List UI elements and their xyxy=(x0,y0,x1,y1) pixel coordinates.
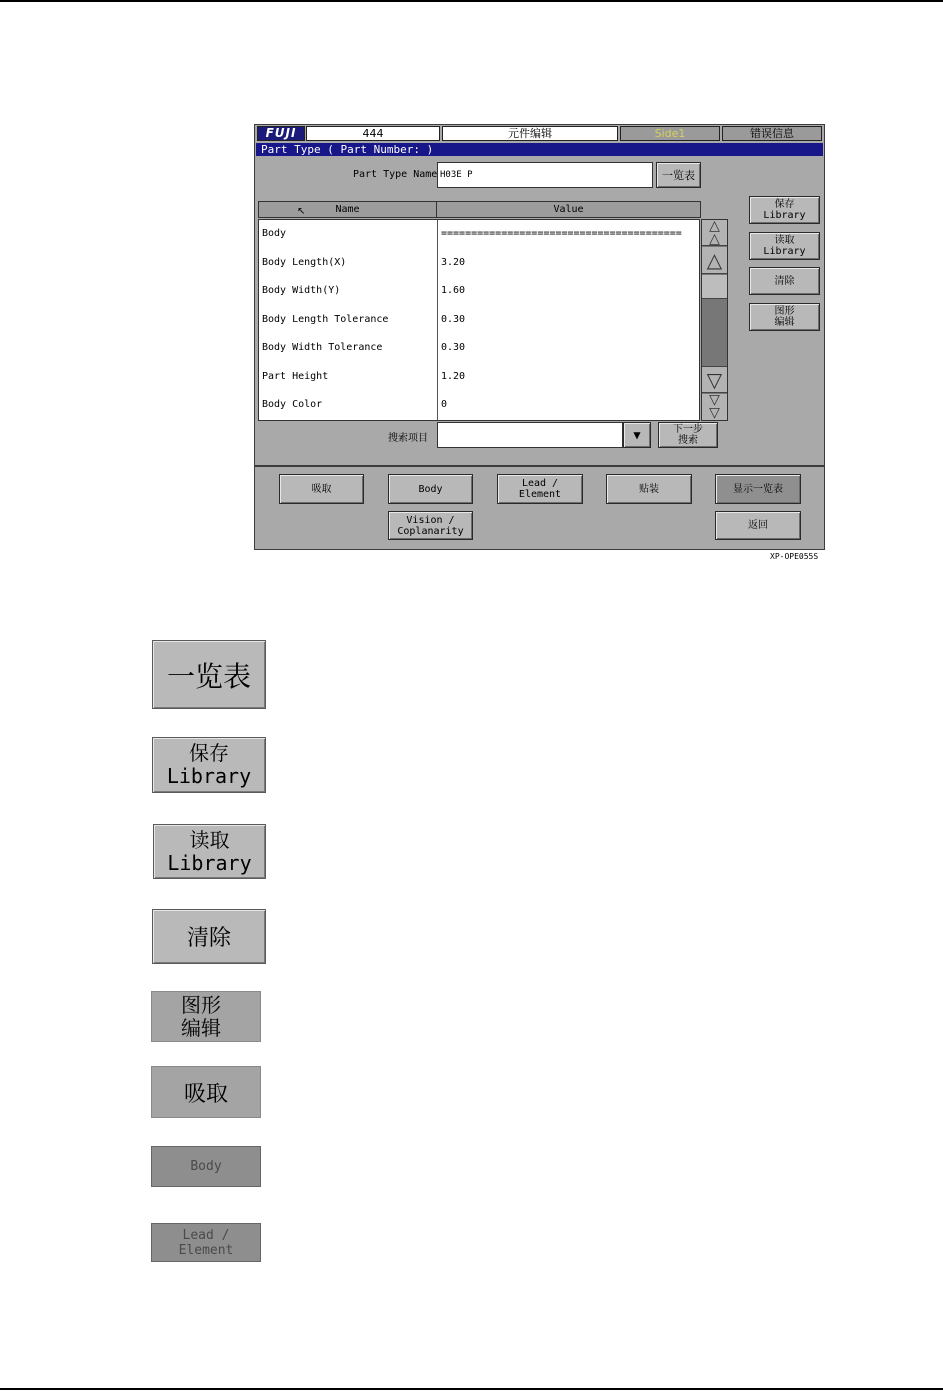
legend-lead-element-button: Lead / Element xyxy=(151,1223,261,1262)
load-library-button[interactable]: 读取 Library xyxy=(749,232,820,260)
row-value: 0.30 xyxy=(441,342,466,353)
row-value: 1.20 xyxy=(441,371,466,382)
legend-graphic-edit-button: 图形 编辑 xyxy=(151,991,261,1042)
legend-save-library-button: 保存 Library xyxy=(152,737,266,793)
lead-element-button[interactable]: Lead / Element xyxy=(497,474,583,504)
name-column-header: Name xyxy=(258,201,437,218)
legend-list-button: 一览表 xyxy=(152,640,266,709)
search-dropdown-button[interactable]: ▼ xyxy=(623,422,651,448)
part-type-header: Part Type ( Part Number: ) xyxy=(256,143,823,156)
table-row[interactable] xyxy=(259,224,699,244)
scroll-top-icon[interactable]: △ △ xyxy=(702,220,727,246)
legend-load-library-button: 读取 Library xyxy=(153,824,266,879)
error-info-button[interactable]: 错误信息 xyxy=(722,126,822,141)
part-type-name-label: Part Type Name xyxy=(353,169,438,180)
table-row[interactable] xyxy=(259,338,699,358)
row-name: Body Length Tolerance xyxy=(262,314,389,325)
value-column-header: Value xyxy=(436,201,701,218)
scroll-thumb[interactable] xyxy=(702,275,727,299)
mount-button[interactable]: 贴装 xyxy=(606,474,692,504)
scroll-down-icon[interactable]: ▽ xyxy=(702,366,727,393)
part-type-name-input[interactable]: H03E P xyxy=(437,162,653,188)
pickup-button[interactable]: 吸取 xyxy=(279,474,364,504)
legend-body-button: Body xyxy=(151,1146,261,1187)
body-button[interactable]: Body xyxy=(388,474,473,504)
clear-button[interactable]: 清除 xyxy=(749,267,820,295)
row-name: Body Width(Y) xyxy=(262,285,341,296)
mouse-cursor-icon: ↖ xyxy=(297,206,306,217)
table-row[interactable] xyxy=(259,367,699,387)
figure-id: XP-OPE055S xyxy=(770,552,819,561)
table-row[interactable] xyxy=(259,281,699,301)
list-button[interactable]: 一览表 xyxy=(656,162,701,188)
row-value: 3.20 xyxy=(441,257,466,268)
search-item-select[interactable] xyxy=(437,422,623,448)
parameter-table xyxy=(258,219,700,421)
next-search-button[interactable]: 下一步 搜索 xyxy=(658,422,718,448)
search-item-label: 搜索项目 xyxy=(388,433,428,444)
row-name: Body Length(X) xyxy=(262,257,347,268)
section-separator xyxy=(255,465,824,467)
scroll-bottom-icon[interactable]: ▽ ▽ xyxy=(702,394,727,420)
row-value: 0.30 xyxy=(441,314,466,325)
table-scrollbar[interactable] xyxy=(701,219,728,421)
program-name: 444 xyxy=(306,126,440,141)
fuji-logo: FUJI xyxy=(257,126,305,141)
title-bar xyxy=(255,125,824,143)
row-value: 0 xyxy=(441,399,448,410)
row-name: Part Height xyxy=(262,371,329,382)
row-name: Body Color xyxy=(262,399,323,410)
side-indicator: Side1 xyxy=(620,126,720,141)
screen-title: 元件编辑 xyxy=(442,126,618,141)
save-library-button[interactable]: 保存 Library xyxy=(749,196,820,224)
row-value: ======================================== xyxy=(441,228,682,239)
part-editor-screen xyxy=(254,124,825,550)
row-value: 1.60 xyxy=(441,285,466,296)
legend-pickup-button: 吸取 xyxy=(151,1066,261,1118)
top-rule xyxy=(0,0,943,2)
bottom-rule xyxy=(0,1388,943,1390)
graphic-edit-button[interactable]: 图形 编辑 xyxy=(749,303,820,331)
scroll-up-icon[interactable]: △ xyxy=(702,247,727,274)
show-list-button[interactable]: 显示一览表 xyxy=(715,474,801,504)
table-row[interactable] xyxy=(259,310,699,330)
row-name: Body Width Tolerance xyxy=(262,342,383,353)
legend-clear-button: 清除 xyxy=(152,909,266,964)
row-name: Body xyxy=(262,228,287,239)
table-row[interactable] xyxy=(259,395,699,415)
table-row[interactable] xyxy=(259,253,699,273)
back-button[interactable]: 返回 xyxy=(715,511,801,540)
vision-coplanarity-button[interactable]: Vision / Coplanarity xyxy=(388,511,473,540)
